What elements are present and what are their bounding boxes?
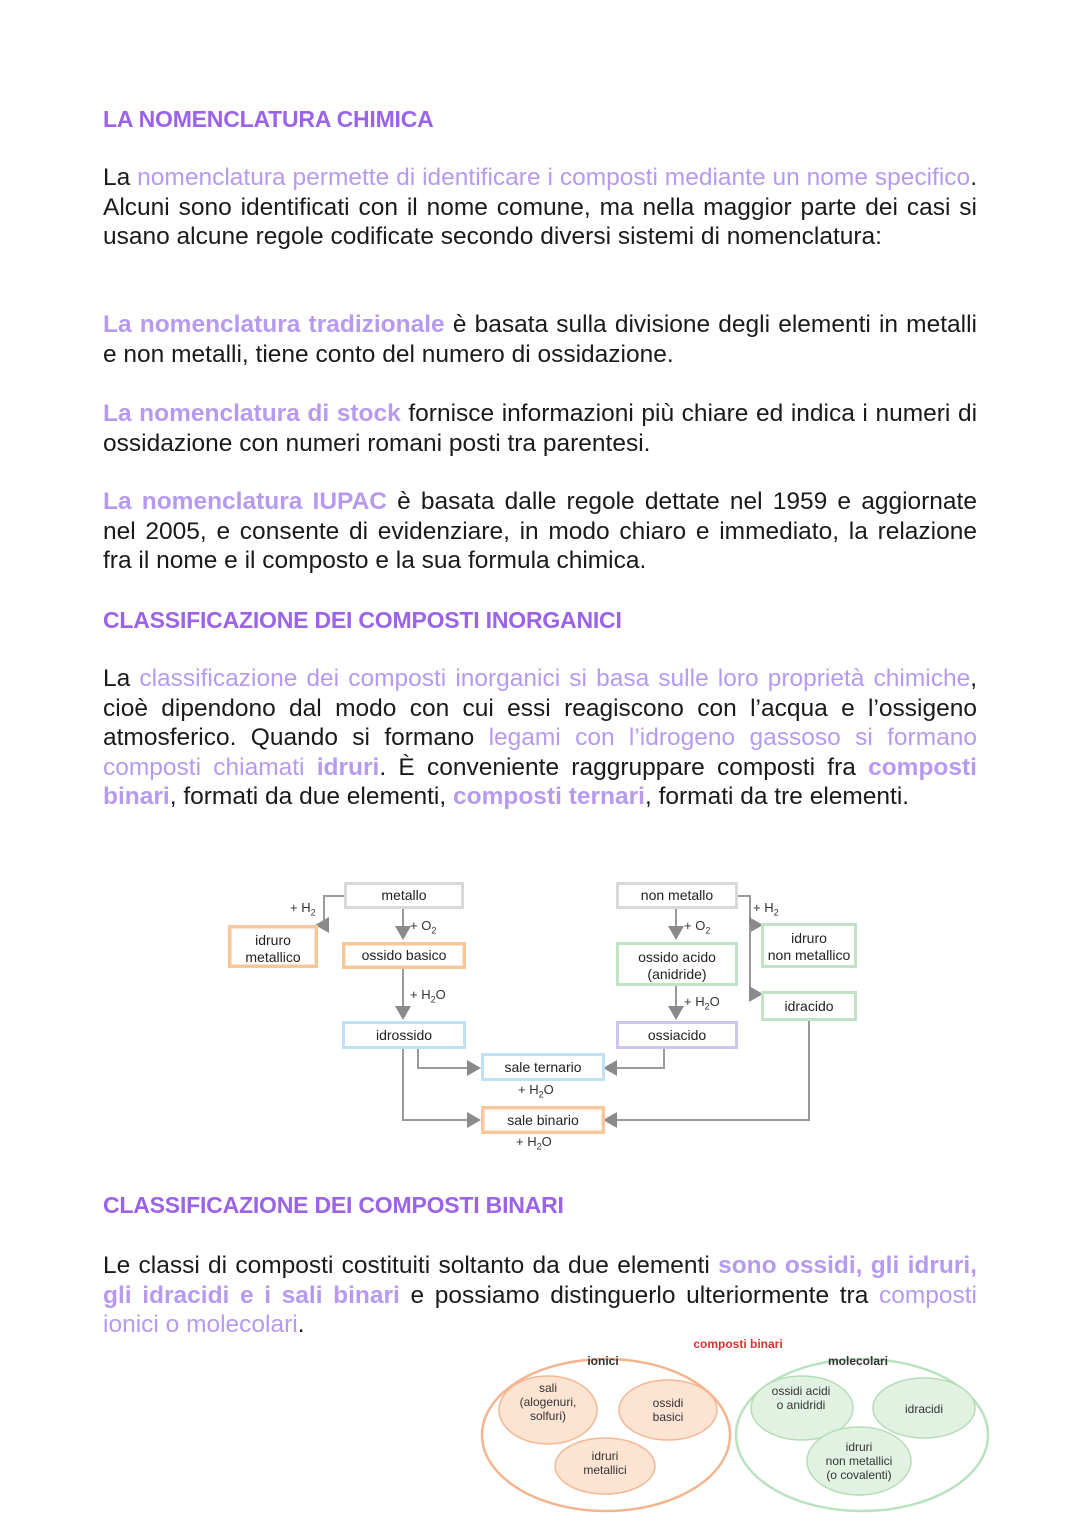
group-molecolari: molecolari bbox=[827, 1354, 889, 1368]
node-idrossido: idrossido bbox=[342, 1021, 466, 1049]
label-plus-o2-non-metallo: + $O_2$ bbox=[684, 918, 711, 936]
heading-inorganici: CLASSIFICAZIONE DEI COMPOSTI INORGANICI bbox=[103, 607, 622, 633]
node-ossido-acido: ossido acido (anidride) bbox=[616, 942, 738, 986]
item-idruri-non-metallici: idruri non metallici (o covalenti) bbox=[825, 1440, 893, 1482]
node-non-metallo: non metallo bbox=[616, 882, 738, 909]
item-sali: sali (alogenuri, solfuri) bbox=[519, 1381, 577, 1423]
item-idracidi: idracidi bbox=[904, 1402, 943, 1416]
heading-binari: CLASSIFICAZIONE DEI COMPOSTI BINARI bbox=[103, 1192, 564, 1218]
item-ossidi-basici: ossidi basici bbox=[652, 1396, 684, 1424]
label-plus-h2-non-metallo: + $H_2$ bbox=[753, 900, 779, 918]
paragraph-binari: Le classi di composti costituiti soltanto da due elementi sono ossidi, gli idruri, gli idracidi e i sali binari e possiamo distinguerlo ulteriormente tra composti ionici o molecolari. bbox=[103, 1252, 977, 1338]
label-plus-h2-metallo: + $H_2$ bbox=[290, 900, 316, 918]
label-plus-h2o-ternario: + $H_2O$ bbox=[518, 1082, 554, 1100]
node-ossiacido: ossiacido bbox=[616, 1021, 738, 1049]
paragraph-nomenclatura-intro: La nomenclatura permette di identificare i composti mediante un nome specifico. Alcuni sono identificati con il nome comune, ma nella maggior parte dei casi si usano alcune regole codificate secondo diversi sistemi di nomenclatura: bbox=[103, 164, 977, 250]
node-idracido: idracido bbox=[761, 991, 857, 1021]
heading-nomenclatura: LA NOMENCLATURA CHIMICA bbox=[103, 106, 434, 132]
item-idruri-metallici: idruri metallici bbox=[583, 1449, 627, 1477]
paragraph-stock: La nomenclatura di stock fornisce informazioni più chiare ed indica i numeri di ossidazione con numeri romani posti tra parentesi. bbox=[103, 400, 978, 457]
node-ossido-basico: ossido basico bbox=[342, 942, 466, 969]
paragraph-inorganici: La classificazione dei composti inorganici si basa sulle loro proprietà chimiche, cioè dipendono dal modo con cui essi reagiscono con l’acqua e l’ossigeno atmosferico. Quando si formano legami con l’idrogeno gassoso si formano composti chiamati idruri. È conveniente raggruppare composti fra composti binari, formati da due elementi, composti ternari, formati da tre elementi. bbox=[103, 665, 978, 810]
node-sale-binario: sale binario bbox=[481, 1106, 605, 1134]
node-sale-ternario: sale ternario bbox=[481, 1053, 605, 1081]
node-idruro-non-metallico: idruro non metallico bbox=[761, 923, 857, 968]
label-plus-h2o-binario: + $H_2O$ bbox=[516, 1134, 552, 1152]
ellipse-shapes bbox=[478, 1336, 992, 1514]
label-plus-h2o-basico: + $H_2O$ bbox=[410, 987, 446, 1005]
paragraph-tradizionale: La nomenclatura tradizionale è basata sulla divisione degli elementi in metalli e non metalli, tiene conto del numero di ossidazione. bbox=[103, 311, 977, 368]
item-ossidi-acidi: ossidi acidi o anidridi bbox=[771, 1384, 831, 1412]
node-metallo: metallo bbox=[344, 882, 464, 909]
label-plus-o2-metallo: + $O_2$ bbox=[410, 918, 437, 936]
label-plus-h2o-acido: + $H_2O$ bbox=[684, 994, 720, 1012]
binary-compounds-diagram bbox=[478, 1336, 992, 1514]
group-ionici: ionici bbox=[587, 1354, 619, 1368]
diagram-title: composti binari bbox=[693, 1337, 783, 1351]
node-idruro-metallico: idruro metallico bbox=[228, 925, 318, 968]
inorganic-compounds-flow-diagram bbox=[220, 876, 860, 1156]
paragraph-iupac: La nomenclatura IUPAC è basata dalle regole dettate nel 1959 e aggiornate nel 2005, e consente di evidenziare, in modo chiaro e immediato, la relazione fra il nome e il composto e la sua formula chimica. bbox=[103, 488, 977, 574]
